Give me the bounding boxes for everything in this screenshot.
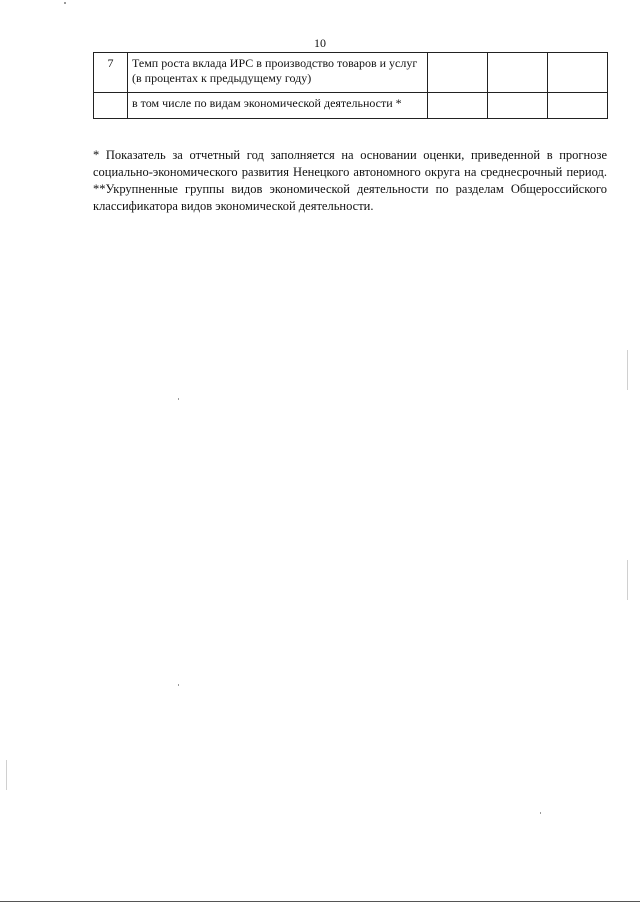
value-cell [428,53,488,93]
indicator-name-cell: в том числе по видам экономической деятельности * [128,93,428,119]
scan-speck [178,398,179,400]
value-cell [488,93,548,119]
bottom-scan-edge [0,901,640,902]
table-row [94,53,608,93]
table-row [94,93,608,119]
indicator-table [93,52,608,119]
indicator-name-cell: Темп роста вклада ИРС в производство товаров и услуг (в процентах к предыдущему году) [128,53,428,93]
scan-speck [540,812,541,814]
value-cell [488,53,548,93]
row-number-cell [94,93,128,119]
footnote-text: * Показатель за отчетный год заполняется на основании оценки, приведенной в прогнозе социально-экономического развития Ненецкого автономного округа на среднесрочный период. **Укрупненные группы видов экономической деятельности по разделам Общероссийского классификатора видов экономической деятельности. [93,147,607,213]
scan-edge-line [627,560,628,600]
scan-edge-line [627,350,628,390]
value-cell [428,93,488,119]
page-number: 10 [314,36,326,50]
scan-speck [178,684,179,686]
scan-speck [64,2,66,4]
value-cell [548,53,608,93]
value-cell [548,93,608,119]
row-number-cell: 7 [94,53,128,93]
scan-edge-line [6,760,7,790]
